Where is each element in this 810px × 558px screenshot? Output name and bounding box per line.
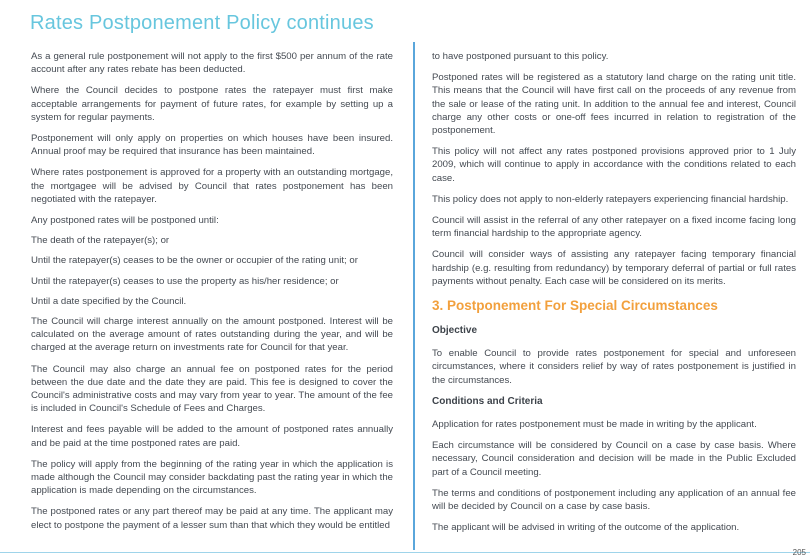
paragraph: The postponed rates or any part thereof may be paid at any time. The applicant may elect to postpone the payment of a lesser sum than that which they would be entitled — [31, 506, 393, 531]
paragraph: As a general rule postponement will not apply to the first $500 per annum of the rate account after any rates rebate has been deducted. — [31, 51, 393, 76]
page-title: Rates Postponement Policy continues — [30, 12, 374, 34]
objective-heading: Objective — [432, 325, 478, 337]
paragraph: Where rates postponement is approved for a property with an outstanding mortgage, the mortgagee will be advised by Council that rates postponement has been negotiated with the ratepayer. — [31, 167, 393, 205]
list-item: Until the ratepayer(s) ceases to be the owner or occupier of the rating unit; or — [31, 255, 358, 267]
paragraph: to have postponed pursuant to this policy. — [432, 51, 609, 62]
list-item: Until a date specified by the Council. — [31, 295, 187, 307]
column-divider — [413, 42, 415, 550]
paragraph: The terms and conditions of postponement including any application of an annual fee will be decided by Council on a case by case basis. — [432, 487, 796, 513]
paragraph: Where the Council decides to postpone rates the ratepayer must first make acceptable arrangements for payment of future rates, for example by setting up a system for regular payments. — [31, 85, 393, 123]
page-number: 205 — [792, 548, 806, 557]
section-heading: 3. Postponement For Special Circumstances — [432, 298, 718, 314]
paragraph: This policy will not affect any rates postponed provisions approved prior to 1 July 2009, which will continue to apply in accordance with the conditions related to each case. — [432, 146, 796, 184]
paragraph: To enable Council to provide rates postponement for special and unforeseen circumstances, where it considers relief by way of rates postponement is justified in the circumstances. — [432, 348, 796, 386]
paragraph: Postponed rates will be registered as a statutory land charge on the rating unit title. This means that the Council will have first call on the proceeds of any revenue from the sale or lease of the rating unit. In addition to the annual fee and interest, Council charge any other costs or one-off fees incurred in relation to registration of the postponement. — [432, 72, 796, 137]
paragraph: Council will consider ways of assisting any ratepayer facing temporary financial hardship (e.g. resulting from redundancy) by temporary deferral of partial or full rates payments without penalty. Each case will be considered on its merits. — [432, 249, 796, 287]
paragraph: The policy will apply from the beginning of the rating year in which the application is made although the Council may consider backdating past the rating year in which the application is made depending on the circumstances. — [31, 458, 393, 497]
paragraph: Interest and fees payable will be added to the amount of postponed rates annually and be paid at the time postponed rates are paid. — [31, 424, 393, 449]
list-item: Until the ratepayer(s) ceases to use the property as his/her residence; or — [31, 275, 339, 287]
paragraph: Application for rates postponement must be made in writing by the applicant. — [432, 419, 757, 431]
right-column — [432, 50, 796, 542]
left-column — [31, 50, 393, 540]
paragraph: The Council will charge interest annually on the amount postponed. Interest will be calculated on the average amount of rates outstanding during the year, and will be charged at the average return on investments rate for Council for that year. — [31, 316, 393, 354]
paragraph: Council will assist in the referral of any other ratepayer on a fixed income facing long term financial hardship to the appropriate agency. — [432, 215, 796, 240]
paragraph: This policy does not apply to non-elderly ratepayers experiencing financial hardship. — [432, 193, 789, 205]
paragraph: Each circumstance will be considered by Council on a case by case basis. Where necessary, Council consideration and decision will be made in the Public Excluded part of a Council meeting. — [432, 440, 796, 478]
conditions-heading: Conditions and Criteria — [432, 395, 543, 407]
list-item: The death of the ratepayer(s); or — [31, 235, 170, 247]
footer-rule — [0, 552, 810, 553]
paragraph: The Council may also charge an annual fee on postponed rates for the period between the due date and the date they are paid. This fee is designed to cover the Council's administrative costs and may vary from year to year. The amount of the fee is included in Council's Schedule of Fees and Charges. — [31, 363, 393, 415]
paragraph: The applicant will be advised in writing of the outcome of the application. — [432, 522, 740, 534]
paragraph: Postponement will only apply on properties on which houses have been insured. Annual proof may be required that insurance has been maintained. — [31, 133, 393, 158]
paragraph: Any postponed rates will be postponed until: — [31, 215, 219, 227]
